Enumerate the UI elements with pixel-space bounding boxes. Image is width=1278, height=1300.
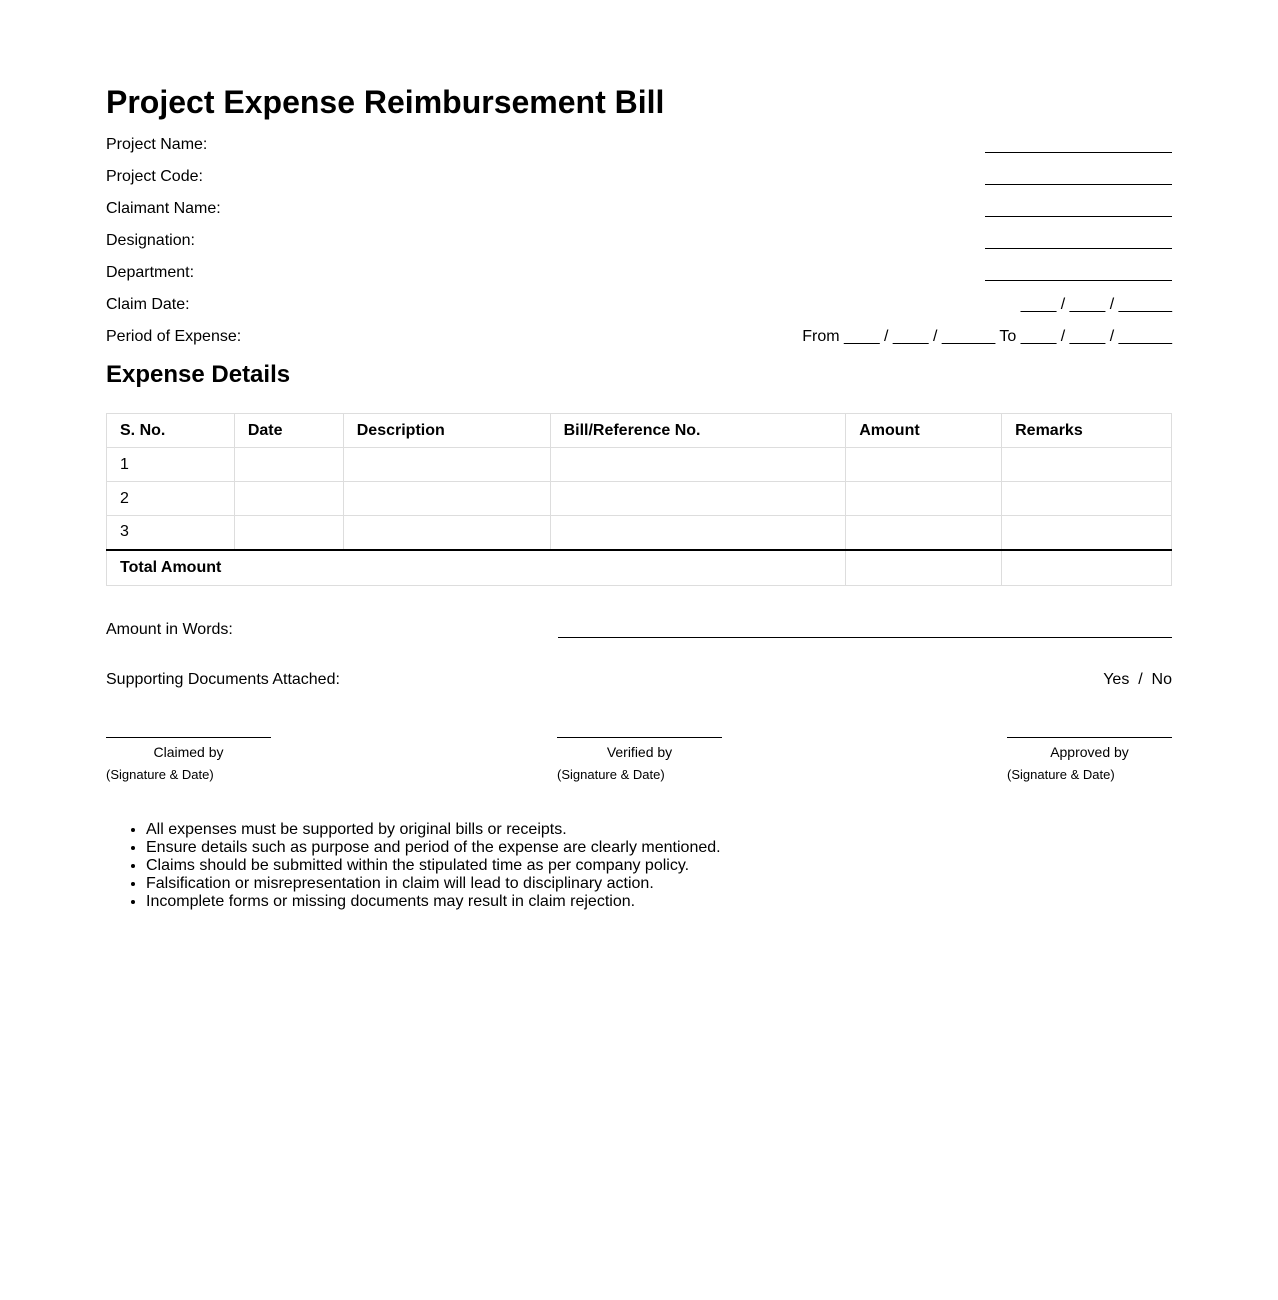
supporting-docs-label: Supporting Documents Attached: xyxy=(106,671,340,688)
cell-sno: 3 xyxy=(107,516,235,550)
supporting-docs-options[interactable]: Yes / No xyxy=(1103,671,1172,688)
claim-date-blank[interactable]: ____ / ____ / ______ xyxy=(1020,296,1172,313)
project-code-field xyxy=(106,165,1172,189)
page-title: Project Expense Reimbursement Bill xyxy=(106,84,665,120)
supporting-docs-field xyxy=(106,668,1172,692)
signature-approved-by xyxy=(1007,737,1172,783)
list-item: • Incomplete forms or missing documents may result in claim rejection. xyxy=(146,893,721,911)
signature-line[interactable] xyxy=(557,737,722,738)
claim-date-field xyxy=(106,293,1172,317)
signature-role: Approved by xyxy=(1050,744,1129,760)
cell-description[interactable] xyxy=(343,448,550,482)
department-blank[interactable] xyxy=(985,280,1172,281)
column-header-remarks: Remarks xyxy=(1002,414,1172,448)
list-item: • Ensure details such as purpose and period of the expense are clearly mentioned. xyxy=(146,839,721,857)
period-blank[interactable]: From ____ / ____ / ______ To ____ / ____ / ______ xyxy=(802,328,1172,345)
cell-date[interactable] xyxy=(234,448,343,482)
list-item: • All expenses must be supported by original bills or receipts. xyxy=(146,821,721,839)
cell-amount[interactable] xyxy=(846,482,1002,516)
table-row xyxy=(107,448,1172,482)
designation-label: Designation: xyxy=(106,232,195,249)
period-field xyxy=(106,325,1172,349)
cell-amount[interactable] xyxy=(846,448,1002,482)
cell-bill-ref[interactable] xyxy=(550,482,846,516)
signature-role: Verified by xyxy=(606,744,673,760)
designation-field xyxy=(106,229,1172,253)
cell-amount[interactable] xyxy=(846,516,1002,550)
table-row xyxy=(107,482,1172,516)
total-remarks-cell[interactable] xyxy=(1002,550,1172,586)
list-item: • Claims should be submitted within the stipulated time as per company policy. xyxy=(146,857,721,875)
table-header-row xyxy=(107,414,1172,448)
signature-note: (Signature & Date) xyxy=(1007,767,1115,782)
expense-table xyxy=(106,413,1172,586)
signature-note: (Signature & Date) xyxy=(106,767,214,782)
claimant-name-label: Claimant Name: xyxy=(106,200,221,217)
claimant-name-blank[interactable] xyxy=(985,216,1172,217)
total-row xyxy=(107,550,1172,586)
cell-remarks[interactable] xyxy=(1002,482,1172,516)
signature-claimed-by xyxy=(106,737,271,783)
column-header-amount: Amount xyxy=(846,414,1002,448)
signature-line[interactable] xyxy=(1007,737,1172,738)
cell-sno: 2 xyxy=(107,482,235,516)
list-item: • Falsification or misrepresentation in claim will lead to disciplinary action. xyxy=(146,875,721,893)
amount-in-words-field xyxy=(106,618,1172,642)
project-code-blank[interactable] xyxy=(985,184,1172,185)
cell-bill-ref[interactable] xyxy=(550,448,846,482)
cell-date[interactable] xyxy=(234,482,343,516)
cell-remarks[interactable] xyxy=(1002,448,1172,482)
project-name-label: Project Name: xyxy=(106,136,208,153)
column-header-bill-ref: Bill/Reference No. xyxy=(550,414,846,448)
signature-role: Claimed by xyxy=(153,744,224,760)
period-label: Period of Expense: xyxy=(106,328,242,345)
amount-in-words-blank[interactable] xyxy=(558,637,1172,638)
cell-remarks[interactable] xyxy=(1002,516,1172,550)
project-code-label: Project Code: xyxy=(106,168,203,185)
amount-in-words-label: Amount in Words: xyxy=(106,621,233,638)
column-header-sno: S. No. xyxy=(107,414,235,448)
total-amount-cell[interactable] xyxy=(846,550,1002,586)
claimant-name-field xyxy=(106,197,1172,221)
project-name-field xyxy=(106,133,1172,157)
cell-sno: 1 xyxy=(107,448,235,482)
expense-details-heading: Expense Details xyxy=(106,361,291,388)
cell-date[interactable] xyxy=(234,516,343,550)
department-field xyxy=(106,261,1172,285)
cell-description[interactable] xyxy=(343,516,550,550)
total-amount-label: Total Amount xyxy=(107,550,846,586)
project-name-blank[interactable] xyxy=(985,152,1172,153)
column-header-date: Date xyxy=(234,414,343,448)
signature-verified-by xyxy=(557,737,722,783)
cell-description[interactable] xyxy=(343,482,550,516)
table-row xyxy=(107,516,1172,550)
signature-line[interactable] xyxy=(106,737,271,738)
instructions-list xyxy=(106,821,721,911)
signature-note: (Signature & Date) xyxy=(557,767,665,782)
claim-date-label: Claim Date: xyxy=(106,296,190,313)
column-header-description: Description xyxy=(343,414,550,448)
cell-bill-ref[interactable] xyxy=(550,516,846,550)
designation-blank[interactable] xyxy=(985,248,1172,249)
department-label: Department: xyxy=(106,264,195,281)
